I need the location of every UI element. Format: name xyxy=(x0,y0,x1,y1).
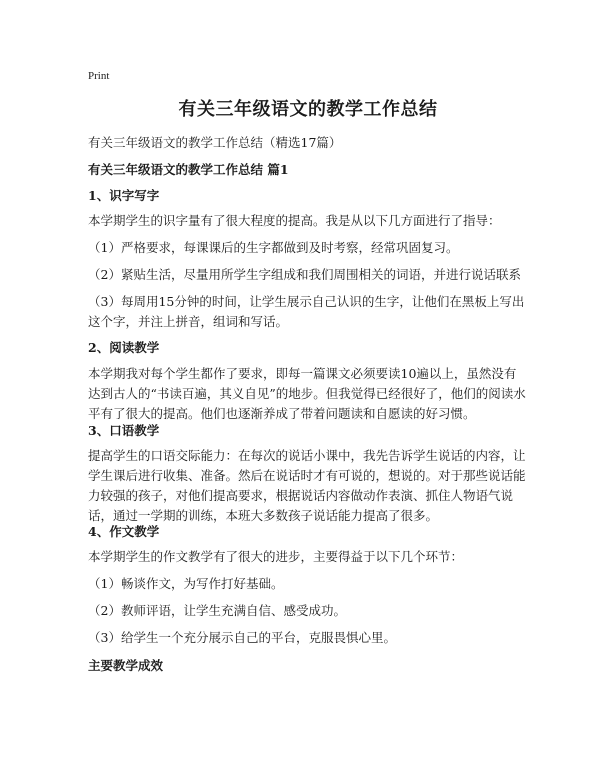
document-subtitle: 有关三年级语文的教学工作总结（精选17篇） xyxy=(88,135,342,150)
section-title: 有关三年级语文的教学工作总结 篇1 xyxy=(88,162,289,177)
paragraph-writing-intro: 本学期学生的作文教学有了很大的进步，主要得益于以下几个环节： xyxy=(88,549,464,564)
print-link[interactable]: Print xyxy=(88,70,110,82)
paragraph-speaking: 提高学生的口语交际能力：在每次的说话小课中，我先告诉学生说话的内容，让学生课后进行收集、准备。然后在说话时才有可说的，想说的。对于那些说话能力较强的孩子，对他们提高要求，根据说话内容做动作表演、抓住人物语气说话，通过一学期的训练，本班大多数孩子说话能力提高了很多。 xyxy=(88,448,526,523)
list-item: （3）每周用15分钟的时间，让学生展示自己认识的生字，让他们在黑板上写出这个字，并注上拼音，组词和写话。 xyxy=(88,294,525,329)
paragraph-reading: 本学期我对每个学生都作了要求，即每一篇课文必须要读10遍以上，虽然没有达到古人的“书读百遍，其义自见”的地步。但我觉得已经很好了，他们的阅读水平有了很大的提高。他们也逐渐养成了带着问题读和自愿读的好习惯。 xyxy=(88,366,526,421)
heading-literacy: 1、识字写字 xyxy=(88,188,160,203)
list-item: （1）畅谈作文，为写作打好基础。 xyxy=(88,576,284,591)
list-item: （3）给学生一个充分展示自己的平台，克服畏惧心里。 xyxy=(88,630,396,645)
heading-writing: 4、作文教学 xyxy=(88,524,160,539)
paragraph-literacy-intro: 本学期学生的识字量有了很大程度的提高。我是从以下几方面进行了指导： xyxy=(88,213,501,228)
page-title: 有关三年级语文的教学工作总结 xyxy=(178,99,438,120)
heading-results: 主要教学成效 xyxy=(88,658,164,673)
heading-reading: 2、阅读教学 xyxy=(88,340,160,355)
heading-speaking: 3、口语教学 xyxy=(88,423,160,438)
list-item: （2）教师评语，让学生充满自信、感受成功。 xyxy=(88,603,346,618)
list-item: （1）严格要求，每课课后的生字都做到及时考察，经常巩固复习。 xyxy=(88,240,459,255)
list-item: （2）紧贴生活，尽量用所学生字组成和我们周围相关的词语，并进行说话联系 xyxy=(88,267,521,282)
